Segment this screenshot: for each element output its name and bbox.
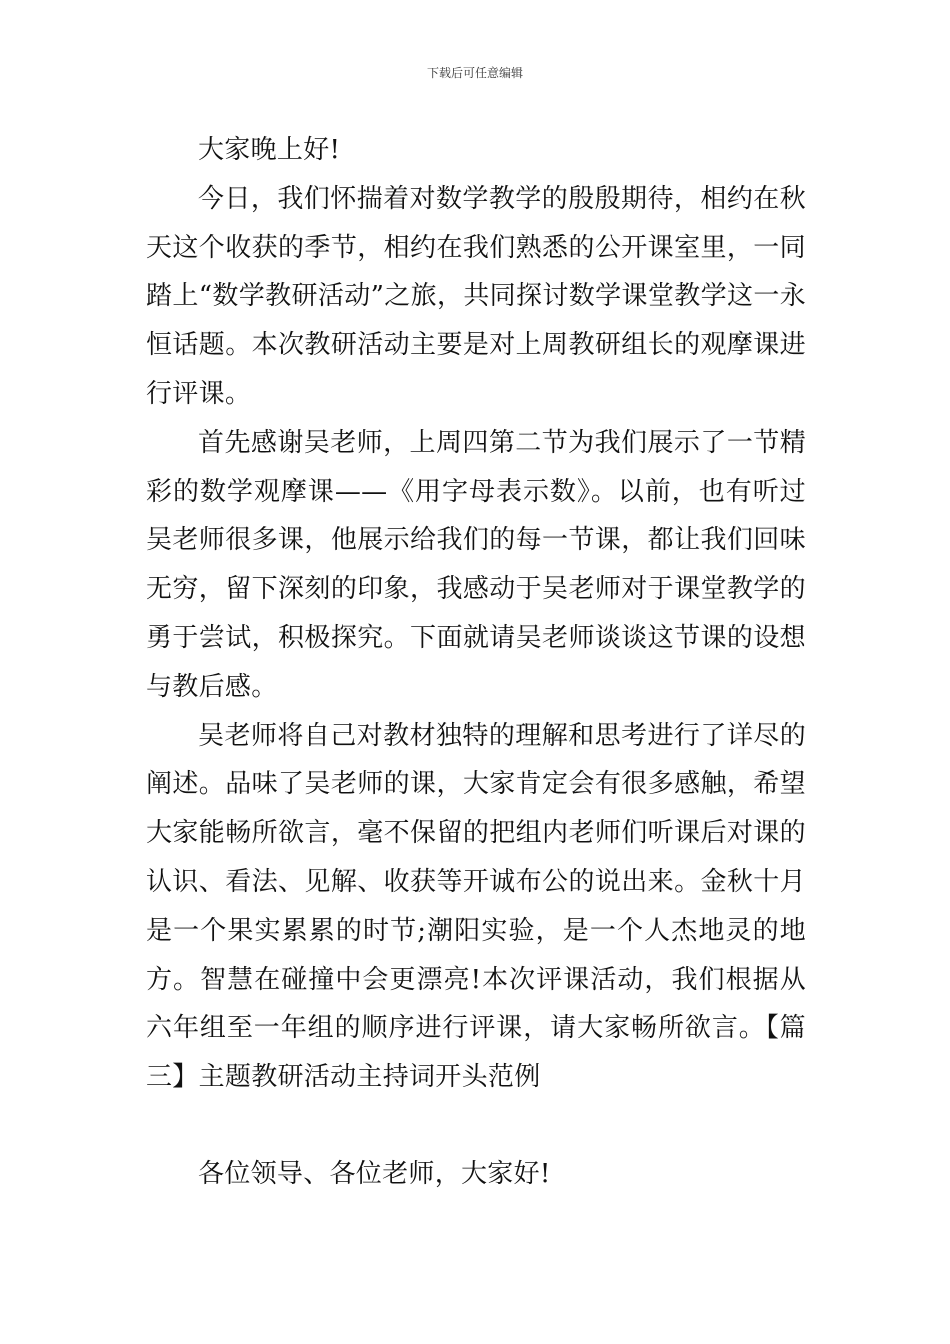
paragraph-intro: 今日，我们怀揣着对数学教学的殷殷期待，相约在秋天这个收获的季节，相约在我们熟悉的公开课室里，一同踏上“数学教研活动”之旅，共同探讨数学课堂教学这一永恒话题。本次教研活动主要是对上周教研组长的观摩课进行评课。 bbox=[146, 183, 806, 409]
paragraph-discussion: 吴老师将自己对教材独特的理解和思考进行了详尽的阐述。品味了吴老师的课，大家肯定会有很多感触，希望大家能畅所欲言，毫不保留的把组内老师们听课后对课的认识、看法、见解、收获等开诚布公的说出来。金秋十月是一个果实累累的时节;潮阳实验，是一个人杰地灵的地方。智慧在碰撞中会更漂亮!本次评课活动，我们根据从六年组至一年组的顺序进行评课，请大家畅所欲言。【篇三】主题教研活动主持词开头范例 bbox=[146, 720, 806, 1093]
paragraph-thanks: 首先感谢吴老师，上周四第二节为我们展示了一节精彩的数学观摩课——《用字母表示数》。以前，也有听过吴老师很多课，他展示给我们的每一节课，都让我们回味无穷，留下深刻的印象，我感动于吴老师对于课堂教学的勇于尝试，积极探究。下面就请吴老师谈谈这节课的设想与教后感。 bbox=[146, 427, 806, 702]
paragraph-greeting: 大家晚上好! bbox=[198, 135, 341, 165]
paragraph-section-greeting: 各位领导、各位老师，大家好! bbox=[198, 1158, 551, 1189]
document-body bbox=[146, 126, 806, 1199]
paragraph-gap bbox=[146, 1102, 806, 1150]
page-header: 下载后可任意编辑 bbox=[426, 66, 523, 80]
